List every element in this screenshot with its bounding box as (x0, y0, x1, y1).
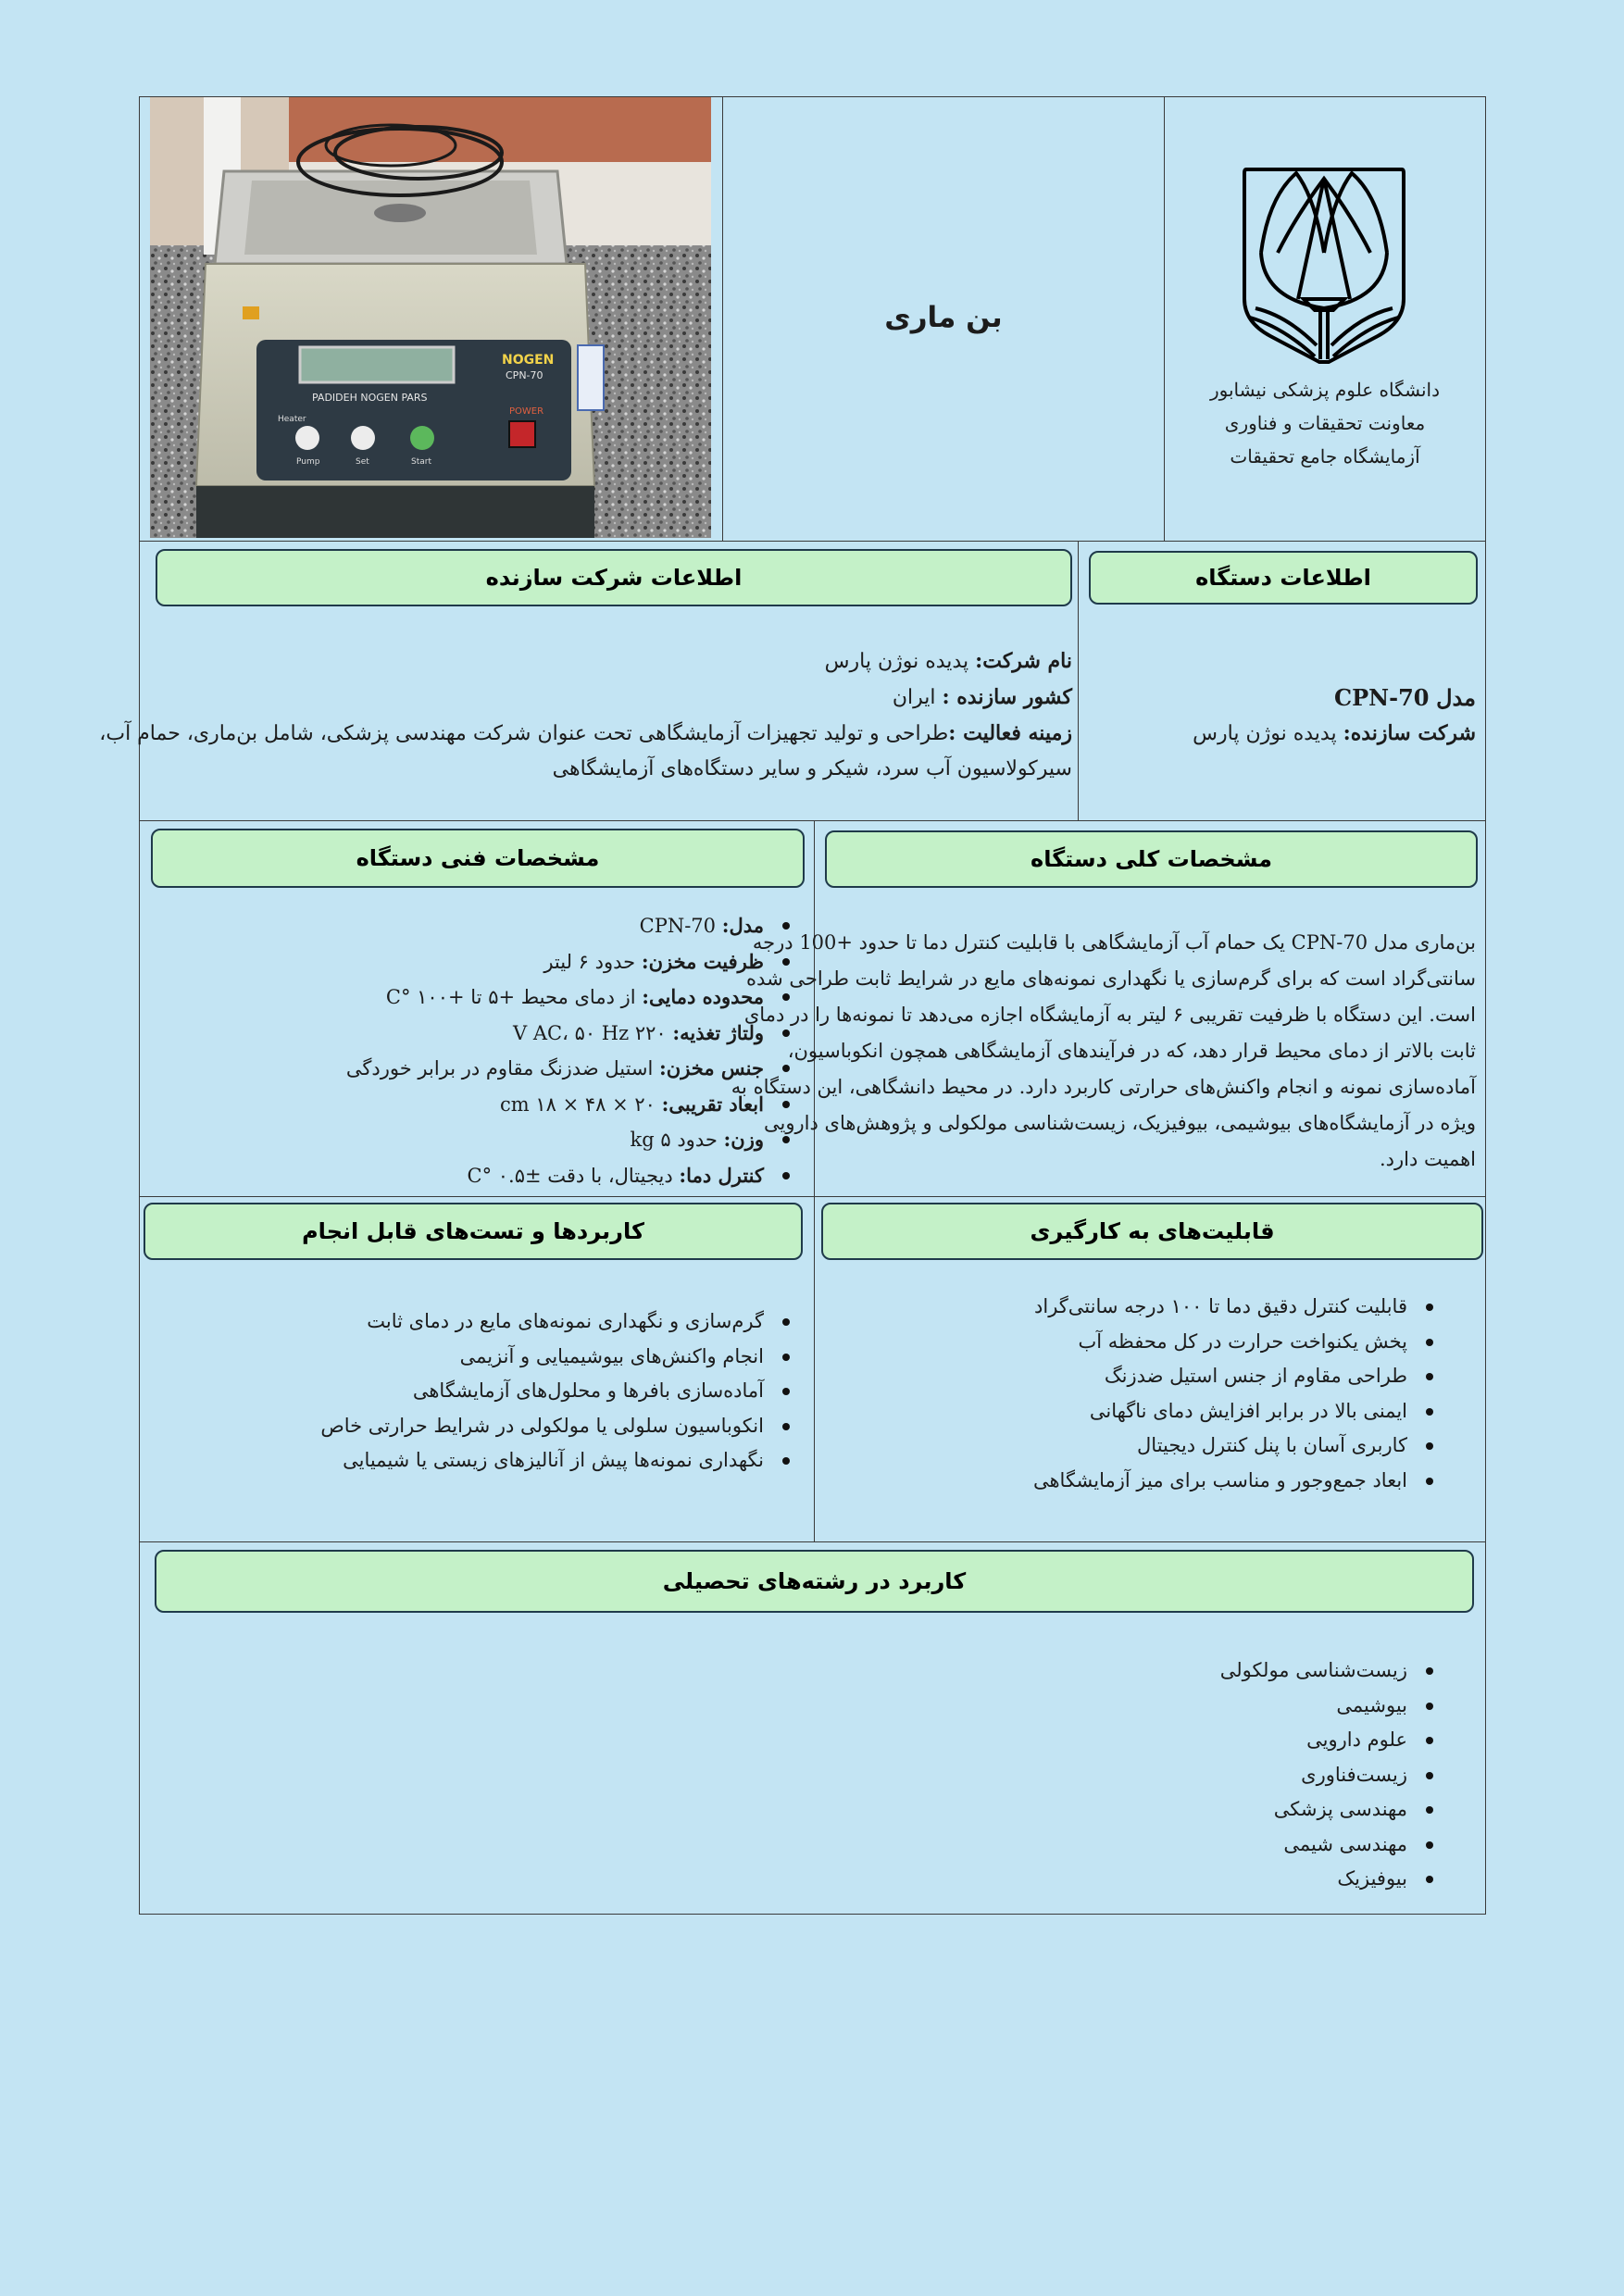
manufacturer-field-line2: سیرکولاسیون آب سرد، شیکر و سایر دستگاه‌های آزمایشگاهی (552, 757, 1072, 780)
university-cell (1164, 97, 1485, 541)
panel-btn-pump: Pump (296, 457, 320, 467)
manufacturer-heading: اطلاعات شرکت سازنده (156, 549, 1072, 606)
list-item: مهندسی پزشکی (1220, 1792, 1439, 1828)
list-item: ولتاژ تغذیه: ۲۲۰ V AC، ۵۰ Hz (346, 1016, 795, 1052)
applications-list (320, 1304, 795, 1479)
info-row (99, 542, 1485, 821)
general-heading: مشخصات کلی دستگاه (825, 830, 1478, 888)
general-body: بن‌ماری مدل CPN-70 یک حمام آب آزمایشگاهی با قابلیت کنترل دما تا حدود +100 درجه سانتی‌گراد است که برای گرم‌سازی یا نگهداری نمونه‌های مایع در شرایط ثابت طراحی شده است. این دستگاه با ظرفیت تقریبی ۶ لیتر به آزمایشگاه اجازه می‌دهد تا نمونه‌ها را در دمای ثابت بالاتر از دمای محیط قرار دهد، که در فرآیندهای آزمایشگاهی همچون انکوباسیون، آماده‌سازی نمونه و انجام واکنش‌های حرارتی کاربرد دارد. در محیط دانشگاهی، این دستگاه به ویژه در آزمایشگاه‌های بیوشیمی، بیوفیزیک، زیست‌شناسی مولکولی و پژوهش‌های دارویی اهمیت دارد. (731, 931, 1476, 1170)
university-name: دانشگاه علوم پزشکی نیشابور معاونت تحقیقات و فناوری آزمایشگاه جامع تحقیقات (1210, 379, 1440, 468)
list-item: زیست‌فناوری (1220, 1758, 1439, 1793)
device-photo (150, 97, 711, 538)
university-logo (1241, 160, 1407, 366)
list-item: پخش یکنواخت حرارت در کل محفظه آب (1033, 1325, 1439, 1360)
list-item: انجام واکنش‌های بیوشیمیایی و آنزیمی (320, 1340, 795, 1375)
page-title: بن ماری (884, 301, 1003, 334)
list-item: وزن: حدود ۵ kg (346, 1122, 795, 1158)
water-bath-image (150, 97, 711, 538)
capabilities-heading: قابلیت‌های به کارگیری (821, 1203, 1483, 1260)
fields-row (140, 1542, 1485, 1915)
list-item: ظرفیت مخزن: حدود ۶ لیتر (346, 944, 795, 980)
list-item: مهندسی شیمی (1220, 1828, 1439, 1863)
manufacturer-cell (99, 542, 1078, 820)
list-item: مدل: CPN-70 (346, 908, 795, 944)
manufacturer-field-line: زمینه فعالیت :طراحی و تولید تجهیزات آزمایشگاهی تحت عنوان شرکت مهندسی پزشکی، شامل بن‌ماری، حمام آب، (99, 721, 1072, 745)
manufacturer-name-line: نام شرکت: پدیده نوژن پارس (824, 649, 1072, 673)
technical-list (346, 908, 795, 1193)
list-item: طراحی مقاوم از جنس استیل ضدزنگ (1033, 1359, 1439, 1394)
list-item: بیوفیزیک (1220, 1862, 1439, 1897)
list-item: ایمنی بالا در برابر افزایش دمای ناگهانی (1033, 1394, 1439, 1429)
panel-model-text: CPN-70 (506, 369, 543, 381)
list-item: زیست‌شناسی مولکولی (1220, 1653, 1439, 1689)
panel-btn-start: Start (411, 457, 431, 467)
panel-maker-text: PADIDEH NOGEN PARS (312, 392, 428, 404)
panel-brand-text: NOGEN (502, 353, 555, 368)
list-item: نگهداری نمونه‌ها پیش از آنالیزهای زیستی یا شیمیایی (320, 1443, 795, 1479)
fields-heading: کاربرد در رشته‌های تحصیلی (155, 1550, 1474, 1613)
applications-heading: کاربردها و تست‌های قابل انجام (144, 1203, 803, 1260)
device-info-heading: اطلاعات دستگاه (1089, 551, 1478, 605)
list-item: انکوباسیون سلولی یا مولکولی در شرایط حرارتی خاص (320, 1409, 795, 1444)
list-item: جنس مخزن: استیل ضدزنگ مقاوم در برابر خوردگی (346, 1051, 795, 1087)
device-info-body (1088, 680, 1476, 752)
title-cell (722, 97, 1164, 541)
header-row (140, 97, 1485, 542)
panel-btn-set: Set (356, 457, 369, 467)
technical-heading: مشخصات فنی دستگاه (151, 829, 805, 888)
device-info-cell (1078, 542, 1485, 820)
manufacturer-body (99, 643, 1072, 787)
fields-list (1220, 1653, 1439, 1897)
list-item: علوم دارویی (1220, 1723, 1439, 1758)
list-item: محدوده دمایی: از دمای محیط +۵ تا +۱۰۰ °C (346, 980, 795, 1016)
panel-heater-text: Heater (278, 415, 306, 424)
document-sheet (99, 96, 1486, 1915)
list-item: کاربری آسان با پنل کنترل دیجیتال (1033, 1429, 1439, 1464)
list-item: آماده‌سازی بافرها و محلول‌های آزمایشگاهی (320, 1374, 795, 1409)
list-item: بیوشیمی (1220, 1689, 1439, 1724)
uses-row (140, 1197, 1485, 1542)
panel-power-text: POWER (509, 406, 544, 417)
capabilities-list (1033, 1290, 1439, 1498)
capabilities-cell (814, 1197, 1485, 1541)
manufacturer-country-line: کشور سازنده : ایران (892, 685, 1072, 709)
list-item: ابعاد تقریبی: ۲۰ × ۴۸ × ۱۸ cm (346, 1087, 795, 1123)
applications-cell (138, 1197, 814, 1541)
technical-cell (138, 821, 814, 1196)
specs-row (140, 821, 1485, 1197)
list-item: ابعاد جمع‌وجور و مناسب برای میز آزمایشگاهی (1033, 1464, 1439, 1499)
list-item: کنترل دما: دیجیتال، با دقت ±۰.۵ °C (346, 1158, 795, 1194)
device-maker-line: شرکت سازنده: پدیده نوژن پارس (1193, 721, 1476, 745)
list-item: قابلیت کنترل دقیق دما تا ۱۰۰ درجه سانتی‌گراد (1033, 1290, 1439, 1325)
list-item: گرم‌سازی و نگهداری نمونه‌های مایع در دمای ثابت (320, 1304, 795, 1340)
general-cell (731, 821, 1485, 1196)
device-model-line: مدل CPN-70 (1334, 684, 1476, 711)
